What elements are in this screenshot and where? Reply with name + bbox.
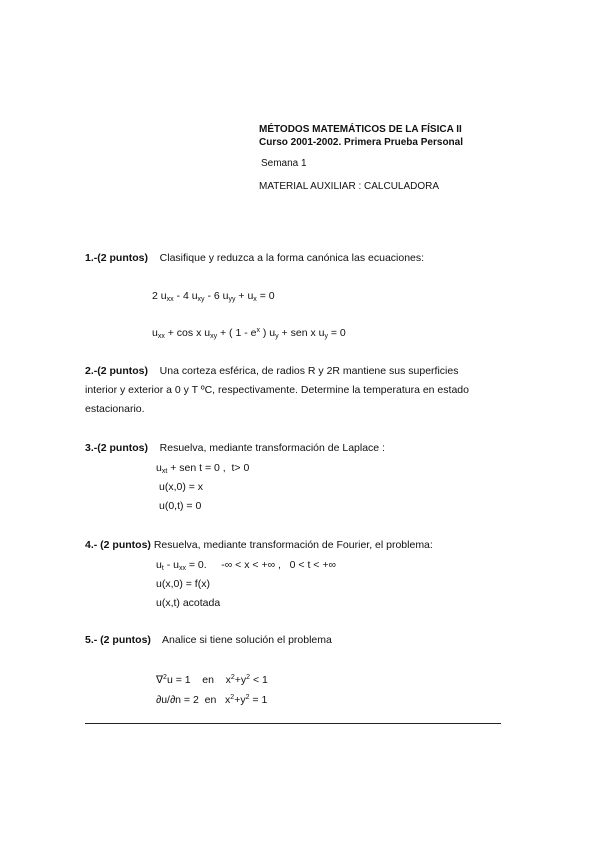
problem-1-label: 1.-(2 puntos) [85,252,148,264]
problem-3-equation-3: u(0,t) = 0 [159,500,202,512]
problem-3 [85,442,385,454]
problem-3-label: 3.-(2 puntos) [85,442,148,454]
problem-4 [85,539,433,551]
problem-1-equation-2: $u_{xx} + \cos x$ $u_{xy}$ + ( $1 - e^x$ ) $u_y$ + sen x $u_y = 0$ [152,327,346,340]
problem-3-equation-1: $u_{xt}$ + sen t = 0 , t> 0 [156,462,250,475]
problem-4-label: 4.- (2 puntos) [85,539,151,551]
problem-3-text: Resuelva, mediante transformación de Laplace : [159,442,385,454]
problem-2 [85,362,485,419]
problem-5-equation-1: ∇$^2$u = 1 en $x^2+y^2 < 1$ [156,674,268,686]
bottom-divider [85,723,501,724]
problem-5-label: 5.- (2 puntos) [85,634,151,646]
problem-5-equation-2: ∂u/∂n = 2 en $x^2+y^2 = 1$ [156,694,268,706]
problem-4-equation-3: u(x,t) acotada [156,597,221,609]
week-label: Semana 1 [261,158,307,169]
auxiliary-material: MATERIAL AUXILIAR : CALCULADORA [259,181,440,192]
problem-2-text: Una corteza esférica, de radios R y 2R mantiene sus superficies interior y exterior a 0 y T ºC, respectivamente. Determine la temperatura en estado estacionario. [85,365,469,415]
course-title: MÉTODOS MATEMÁTICOS DE LA FÍSICA II [259,124,462,135]
problem-5-text: Analice si tiene solución el problema [162,634,332,646]
course-subtitle: Curso 2001-2002. Primera Prueba Personal [259,137,463,148]
problem-1-equation-1: 2 $u_{xx} - 4$ $u_{xy} - 6$ $u_{yy} + u_x = 0$ [152,290,275,303]
problem-4-equation-1: $u_t - u_{xx} = 0$. -∞ < x < +∞ , 0 < t < +∞ [156,559,336,572]
problem-5 [85,634,332,646]
problem-1-text: Clasifique y reduzca a la forma canónica las ecuaciones: [159,252,425,264]
problem-3-equation-2: u(x,0) = x [159,481,204,493]
problem-2-label: 2.-(2 puntos) [85,365,148,377]
problem-1 [85,252,424,264]
problem-4-text: Resuelva, mediante transformación de Fourier, el problema: [153,539,433,551]
problem-4-equation-2: u(x,0) = f(x) [156,578,210,590]
